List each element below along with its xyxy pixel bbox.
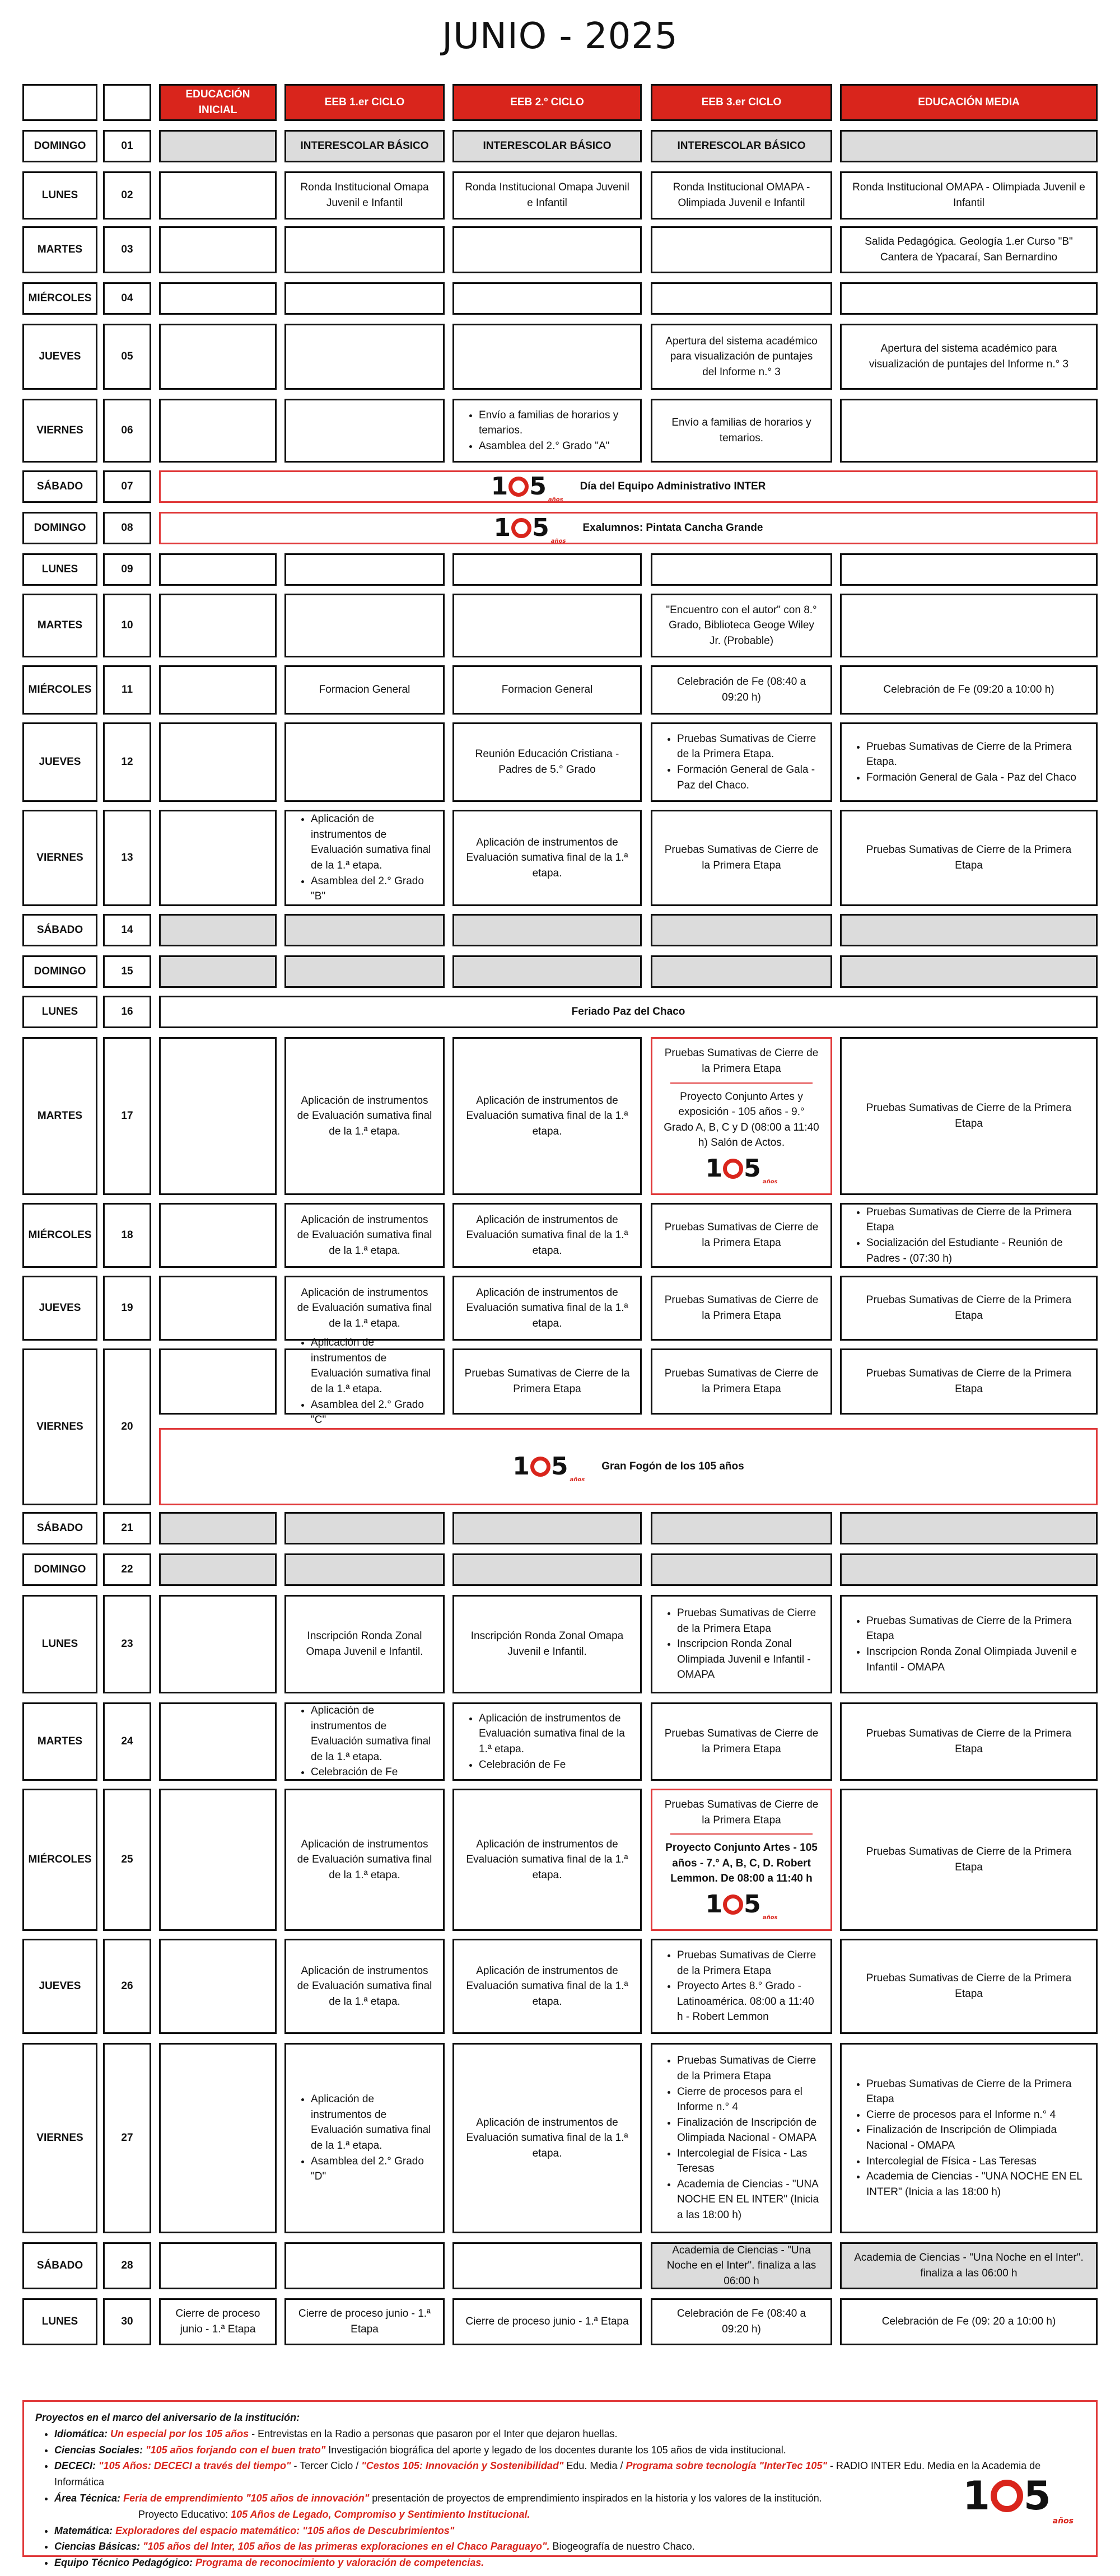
cell-r03-col1	[284, 226, 445, 273]
cell-r10-col4	[840, 594, 1098, 657]
footer-item-idiomatica: • Idiomática: Un especial por los 105 años - Entrevistas en la Radio a personas que pasaron por el Inter que dejaron huellas.	[54, 2426, 1085, 2442]
cell-r19-col0	[159, 1276, 277, 1341]
cell-r03-col0	[159, 226, 277, 273]
footer-item-sociales: • Ciencias Sociales: "105 años forjando con el buen trato" Investigación biográfica del aporte y legado de los docentes durante los 105 años de vida institucional.	[54, 2442, 1085, 2458]
day-number-r10: 10	[103, 594, 151, 657]
cell-r13-col2: Aplicación de instrumentos de Evaluación sumativa final de la 1.ª etapa.	[452, 810, 642, 906]
day-number-r09: 09	[103, 553, 151, 586]
day-name-r16: LUNES	[22, 996, 97, 1028]
day-number-r07: 07	[103, 470, 151, 503]
cell-r04-col4	[840, 282, 1098, 315]
day-number-r26: 26	[103, 1939, 151, 2034]
cell-r26-col1: Aplicación de instrumentos de Evaluación sumativa final de la 1.ª etapa.	[284, 1939, 445, 2034]
cell-r25-col3: Pruebas Sumativas de Cierre de la Primera Etapa Proyecto Conjunto Artes - 105 años - 7.° A, B, C, D. Robert Lemmon. De 08:00 a 11:40 h 1 5 años	[651, 1789, 832, 1931]
day-name-r15: DOMINGO	[22, 955, 97, 988]
cell-r11-col2: Formacion General	[452, 665, 642, 715]
banner-r16: Feriado Paz del Chaco	[159, 996, 1098, 1028]
day-name-r25: MIÉRCOLES	[22, 1789, 97, 1931]
cell-r21-col1	[284, 1512, 445, 1544]
day-name-r02: LUNES	[22, 171, 97, 220]
cell-r05-col1	[284, 324, 445, 390]
day-number-r04: 04	[103, 282, 151, 315]
cell-r13-col3: Pruebas Sumativas de Cierre de la Primera Etapa	[651, 810, 832, 906]
cell-r15-col0	[159, 955, 277, 988]
cell-r11-col3: Celebración de Fe (08:40 a 09:20 h)	[651, 665, 832, 715]
cell-r19-col3: Pruebas Sumativas de Cierre de la Primera Etapa	[651, 1276, 832, 1341]
cell-r12-col2: Reunión Educación Cristiana - Padres de 5.° Grado	[452, 722, 642, 802]
day-number-r30: 30	[103, 2298, 151, 2345]
day-number-r17: 17	[103, 1037, 151, 1195]
cell-r24-col2: • Aplicación de instrumentos de Evaluación sumativa final de la 1.ª etapa. • Celebración de Fe	[452, 1702, 642, 1781]
cell-r22-col2	[452, 1553, 642, 1586]
anniversary-logo: 1 5 años	[705, 1154, 778, 1186]
cell-r24-col3: Pruebas Sumativas de Cierre de la Primera Etapa	[651, 1702, 832, 1781]
header-media: EDUCACIÓN MEDIA	[840, 84, 1098, 121]
day-number-r13: 13	[103, 810, 151, 906]
header-blank-day	[22, 84, 97, 121]
cell-r28-col1	[284, 2242, 445, 2289]
cell-r23-col1: Inscripción Ronda Zonal Omapa Juvenil e Infantil.	[284, 1595, 445, 1693]
cell-r18-col4: • Pruebas Sumativas de Cierre de la Primera Etapa • Socialización del Estudiante - Reunión de Padres - (07:30 h)	[840, 1203, 1098, 1268]
cell-r25-col4: Pruebas Sumativas de Cierre de la Primera Etapa	[840, 1789, 1098, 1931]
day-name-r04: MIÉRCOLES	[22, 282, 97, 315]
day-name-r24: MARTES	[22, 1702, 97, 1781]
anniversary-logo: 1 5 años	[512, 1452, 585, 1483]
cell-r22-col3	[651, 1553, 832, 1586]
cell-r04-col3	[651, 282, 832, 315]
cell-r27-col3: • Pruebas Sumativas de Cierre de la Primera Etapa • Cierre de procesos para el Informe n.° 4 • Finalización de Inscripción de Olimpiada Nacional - OMAPA • Intercolegial de Física - Las Teresas • Academia de Ciencias - "UNA NOCHE EN EL INTER" (Inicia a las 18:00 h)	[651, 2043, 832, 2233]
day-number-r16: 16	[103, 996, 151, 1028]
day-name-r10: MARTES	[22, 594, 97, 657]
cell-r09-col2	[452, 553, 642, 586]
footer-item-etp: • Equipo Técnico Pedagógico: Programa de reconocimiento y valoración de competencias.	[54, 2555, 1085, 2571]
cell-r03-col2	[452, 226, 642, 273]
cell-r27-col0	[159, 2043, 277, 2233]
cell-r19-col2: Aplicación de instrumentos de Evaluación sumativa final de la 1.ª etapa.	[452, 1276, 642, 1341]
banner-r08: 1 5 años Exalumnos: Pintata Cancha Grande	[159, 512, 1098, 544]
anniversary-projects-box	[22, 2400, 1098, 2569]
cell-r18-col1: Aplicación de instrumentos de Evaluación sumativa final de la 1.ª etapa.	[284, 1203, 445, 1268]
cell-r30-col4: Celebración de Fe (09: 20 a 10:00 h)	[840, 2298, 1098, 2345]
cell-r02-col4: Ronda Institucional OMAPA - Olimpiada Juvenil e Infantil	[840, 171, 1098, 220]
cell-r15-col2	[452, 955, 642, 988]
header-inicial: EDUCACIÓN INICIAL	[159, 84, 277, 121]
cell-r09-col0	[159, 553, 277, 586]
cell-r27-col1: • Aplicación de instrumentos de Evaluación sumativa final de la 1.ª etapa. • Asamblea del 2.° Grado "D"	[284, 2043, 445, 2233]
cell-r13-col1: • Aplicación de instrumentos de Evaluación sumativa final de la 1.ª etapa. • Asamblea del 2.° Grado "B"	[284, 810, 445, 906]
cell-r19-col1: Aplicación de instrumentos de Evaluación sumativa final de la 1.ª etapa.	[284, 1276, 445, 1341]
cell-r24-col4: Pruebas Sumativas de Cierre de la Primera Etapa	[840, 1702, 1098, 1781]
day-name-r06: VIERNES	[22, 399, 97, 463]
anniversary-logo: 1 5 años	[705, 1889, 778, 1921]
cell-r15-col1	[284, 955, 445, 988]
cell-r04-col1	[284, 282, 445, 315]
cell-r10-col0	[159, 594, 277, 657]
cell-r22-col4	[840, 1553, 1098, 1586]
cell-r06-col0	[159, 399, 277, 463]
cell-r04-col2	[452, 282, 642, 315]
cell-r28-col0	[159, 2242, 277, 2289]
day-name-r21: SÁBADO	[22, 1512, 97, 1544]
cell-r02-col0	[159, 171, 277, 220]
cell-r14-col3	[651, 914, 832, 946]
cell-r02-col2: Ronda Institucional Omapa Juvenil e Infantil	[452, 171, 642, 220]
day-number-r15: 15	[103, 955, 151, 988]
page-title: JUNIO - 2025	[442, 16, 678, 57]
cell-r20-col4: Pruebas Sumativas de Cierre de la Primera Etapa	[840, 1348, 1098, 1415]
cell-r22-col1	[284, 1553, 445, 1586]
footer-item-matematica: • Matemática: Exploradores del espacio matemático: "105 años de Descubrimientos"	[54, 2523, 1085, 2539]
cell-r05-col2	[452, 324, 642, 390]
cell-r01-col3: INTERESCOLAR BÁSICO	[651, 130, 832, 162]
cell-r05-col4: Apertura del sistema académico para visualización de puntajes del Informe n.° 3	[840, 324, 1098, 390]
cell-r26-col2: Aplicación de instrumentos de Evaluación sumativa final de la 1.ª etapa.	[452, 1939, 642, 2034]
day-name-r27: VIERNES	[22, 2043, 97, 2233]
cell-r18-col3: Pruebas Sumativas de Cierre de la Primera Etapa	[651, 1203, 832, 1268]
cell-r09-col3	[651, 553, 832, 586]
cell-r22-col0	[159, 1553, 277, 1586]
cell-r25-col2: Aplicación de instrumentos de Evaluación sumativa final de la 1.ª etapa.	[452, 1789, 642, 1931]
cell-r13-col0	[159, 810, 277, 906]
day-number-r20: 20	[103, 1348, 151, 1505]
cell-r02-col1: Ronda Institucional Omapa Juvenil e Infantil	[284, 171, 445, 220]
footer-item-dececi: • DECECI: "105 Años: DECECI a través del tiempo" - Tercer Ciclo / "Cestos 105: Innovación y Sostenibilidad" Edu. Media / Programa sobre tecnología "InterTec 105" - RADIO INTER Edu. Media en la Academia de Informática	[54, 2458, 1085, 2490]
cell-r19-col4: Pruebas Sumativas de Cierre de la Primera Etapa	[840, 1276, 1098, 1341]
cell-r01-col0	[159, 130, 277, 162]
day-number-r08: 08	[103, 512, 151, 544]
cell-r09-col1	[284, 553, 445, 586]
day-name-r23: LUNES	[22, 1595, 97, 1693]
day-name-r18: MIÉRCOLES	[22, 1203, 97, 1268]
day-name-r22: DOMINGO	[22, 1553, 97, 1586]
cell-r20-col1: • Aplicación de instrumentos de Evaluación sumativa final de la 1.ª etapa. • Asamblea del 2.° Grado "C"	[284, 1348, 445, 1415]
anniversary-logo: 1 5 años	[493, 514, 566, 545]
day-number-r14: 14	[103, 914, 151, 946]
cell-r11-col1: Formacion General	[284, 665, 445, 715]
cell-r27-col2: Aplicación de instrumentos de Evaluación sumativa final de la 1.ª etapa.	[452, 2043, 642, 2233]
day-number-r11: 11	[103, 665, 151, 715]
cell-r26-col4: Pruebas Sumativas de Cierre de la Primera Etapa	[840, 1939, 1098, 2034]
footer-item-basicas: • Ciencias Básicas: "105 años del Inter, 105 años de las primeras exploraciones en el Chaco Paraguayo". Biogeografía de nuestro Chaco.	[54, 2538, 1085, 2555]
cell-r18-col2: Aplicación de instrumentos de Evaluación sumativa final de la 1.ª etapa.	[452, 1203, 642, 1268]
cell-r01-col2: INTERESCOLAR BÁSICO	[452, 130, 642, 162]
day-number-r23: 23	[103, 1595, 151, 1693]
cell-r25-col1: Aplicación de instrumentos de Evaluación sumativa final de la 1.ª etapa.	[284, 1789, 445, 1931]
cell-r13-col4: Pruebas Sumativas de Cierre de la Primera Etapa	[840, 810, 1098, 906]
cell-r17-col4: Pruebas Sumativas de Cierre de la Primera Etapa	[840, 1037, 1098, 1195]
cell-r12-col4: • Pruebas Sumativas de Cierre de la Primera Etapa. • Formación General de Gala - Paz del Chaco	[840, 722, 1098, 802]
cell-r02-col3: Ronda Institucional OMAPA - Olimpiada Juvenil e Infantil	[651, 171, 832, 220]
day-name-r30: LUNES	[22, 2298, 97, 2345]
cell-r24-col1: • Aplicación de instrumentos de Evaluación sumativa final de la 1.ª etapa. • Celebración de Fe	[284, 1702, 445, 1781]
cell-r12-col3: • Pruebas Sumativas de Cierre de la Primera Etapa. • Formación General de Gala - Paz del Chaco.	[651, 722, 832, 802]
cell-r09-col4	[840, 553, 1098, 586]
cell-r06-col2: • Envío a familias de horarios y temarios. • Asamblea del 2.° Grado "A"	[452, 399, 642, 463]
cell-r05-col3: Apertura del sistema académico para visualización de puntajes del Informe n.° 3	[651, 324, 832, 390]
footer-list	[35, 2426, 1085, 2571]
cell-r23-col4: • Pruebas Sumativas de Cierre de la Primera Etapa • Inscripcion Ronda Zonal Olimpiada Juvenil e Infantil - OMAPA	[840, 1595, 1098, 1693]
cell-r23-col2: Inscripción Ronda Zonal Omapa Juvenil e Infantil.	[452, 1595, 642, 1693]
cell-r17-col0	[159, 1037, 277, 1195]
header-eeb2: EEB 2.º CICLO	[452, 84, 642, 121]
cell-r20-col3: Pruebas Sumativas de Cierre de la Primera Etapa	[651, 1348, 832, 1415]
day-number-r27: 27	[103, 2043, 151, 2233]
cell-r06-col4	[840, 399, 1098, 463]
cell-r28-col3: Academia de Ciencias - "Una Noche en el Inter". finaliza a las 06:00 h	[651, 2242, 832, 2289]
cell-r14-col2	[452, 914, 642, 946]
cell-r20-col2: Pruebas Sumativas de Cierre de la Primera Etapa	[452, 1348, 642, 1415]
cell-r17-col1: Aplicación de instrumentos de Evaluación sumativa final de la 1.ª etapa.	[284, 1037, 445, 1195]
cell-r15-col3	[651, 955, 832, 988]
cell-r25-col0	[159, 1789, 277, 1931]
header-blank-num	[103, 84, 151, 121]
day-name-r05: JUEVES	[22, 324, 97, 390]
cell-r11-col4: Celebración de Fe (09:20 a 10:00 h)	[840, 665, 1098, 715]
cell-r12-col1	[284, 722, 445, 802]
cell-r21-col4	[840, 1512, 1098, 1544]
day-name-r26: JUEVES	[22, 1939, 97, 2034]
cell-r14-col0	[159, 914, 277, 946]
day-name-r19: JUEVES	[22, 1276, 97, 1341]
cell-r30-col3: Celebración de Fe (08:40 a 09:20 h)	[651, 2298, 832, 2345]
day-number-r03: 03	[103, 226, 151, 273]
cell-r23-col0	[159, 1595, 277, 1693]
day-name-r28: SÁBADO	[22, 2242, 97, 2289]
day-name-r11: MIÉRCOLES	[22, 665, 97, 715]
day-number-r06: 06	[103, 399, 151, 463]
cell-r20-col0	[159, 1348, 277, 1415]
day-name-r09: LUNES	[22, 553, 97, 586]
cell-r21-col2	[452, 1512, 642, 1544]
cell-r10-col1	[284, 594, 445, 657]
day-name-r13: VIERNES	[22, 810, 97, 906]
cell-r14-col4	[840, 914, 1098, 946]
day-number-r12: 12	[103, 722, 151, 802]
cell-r15-col4	[840, 955, 1098, 988]
day-number-r02: 02	[103, 171, 151, 220]
day-number-r21: 21	[103, 1512, 151, 1544]
cell-r11-col0	[159, 665, 277, 715]
cell-r30-col0: Cierre de proceso junio - 1.ª Etapa	[159, 2298, 277, 2345]
cell-r30-col1: Cierre de proceso junio - 1.ª Etapa	[284, 2298, 445, 2345]
day-name-r03: MARTES	[22, 226, 97, 273]
day-number-r25: 25	[103, 1789, 151, 1931]
cell-r26-col3: • Pruebas Sumativas de Cierre de la Primera Etapa • Proyecto Artes 8.° Grado - Latinoamérica. 08:00 a 11:40 h - Robert Lemmon	[651, 1939, 832, 2034]
day-number-r05: 05	[103, 324, 151, 390]
cell-r26-col0	[159, 1939, 277, 2034]
cell-r21-col0	[159, 1512, 277, 1544]
day-name-r17: MARTES	[22, 1037, 97, 1195]
cell-r03-col3	[651, 226, 832, 273]
cell-r23-col3: • Pruebas Sumativas de Cierre de la Primera Etapa • Inscripcion Ronda Zonal Olimpiada Juvenil e Infantil - OMAPA	[651, 1595, 832, 1693]
anniversary-logo: 1 5 años	[491, 472, 563, 503]
cell-r17-col2: Aplicación de instrumentos de Evaluación sumativa final de la 1.ª etapa.	[452, 1037, 642, 1195]
day-number-r01: 01	[103, 130, 151, 162]
day-name-r20: VIERNES	[22, 1348, 97, 1505]
cell-r04-col0	[159, 282, 277, 315]
cell-r03-col4: Salida Pedagógica. Geología 1.er Curso "B" Cantera de Ypacaraí, San Bernardino	[840, 226, 1098, 273]
footer-title: Proyectos en el marco del aniversario de la institución:	[35, 2412, 300, 2423]
day-number-r18: 18	[103, 1203, 151, 1268]
anniversary-logo: 1 5 años	[963, 2473, 1074, 2526]
day-name-r01: DOMINGO	[22, 130, 97, 162]
cell-r27-col4: • Pruebas Sumativas de Cierre de la Primera Etapa • Cierre de procesos para el Informe n.° 4 • Finalización de Inscripción de Olimpiada Nacional - OMAPA • Intercolegial de Física - Las Teresas • Academia de Ciencias - "UNA NOCHE EN EL INTER" (Inicia a las 18:00 h)	[840, 2043, 1098, 2233]
day-number-r22: 22	[103, 1553, 151, 1586]
cell-r21-col3	[651, 1512, 832, 1544]
cell-r01-col4	[840, 130, 1098, 162]
banner-r20: 1 5 años Gran Fogón de los 105 años	[159, 1428, 1098, 1505]
footer-item-tecnica: • Área Técnica: Feria de emprendimiento "105 años de innovación" presentación de proyectos de emprendimiento inspirados en la historia y los valores de la institución. Proyecto Educativo: 105 Años de Legado, Compromiso y Sentimiento Institucional.	[54, 2490, 1085, 2523]
day-name-r08: DOMINGO	[22, 512, 97, 544]
cell-r12-col0	[159, 722, 277, 802]
day-name-r07: SÁBADO	[22, 470, 97, 503]
cell-r10-col3: "Encuentro con el autor" con 8.° Grado, Biblioteca Geoge Wiley Jr. (Probable)	[651, 594, 832, 657]
day-number-r28: 28	[103, 2242, 151, 2289]
cell-r10-col2	[452, 594, 642, 657]
day-number-r24: 24	[103, 1702, 151, 1781]
cell-r28-col4: Academia de Ciencias - "Una Noche en el Inter". finaliza a las 06:00 h	[840, 2242, 1098, 2289]
header-eeb1: EEB 1.er CICLO	[284, 84, 445, 121]
cell-r01-col1: INTERESCOLAR BÁSICO	[284, 130, 445, 162]
cell-r24-col0	[159, 1702, 277, 1781]
day-number-r19: 19	[103, 1276, 151, 1341]
cell-r14-col1	[284, 914, 445, 946]
cell-r28-col2	[452, 2242, 642, 2289]
day-name-r14: SÁBADO	[22, 914, 97, 946]
cell-r05-col0	[159, 324, 277, 390]
cell-r06-col3: Envío a familias de horarios y temarios.	[651, 399, 832, 463]
cell-r18-col0	[159, 1203, 277, 1268]
day-name-r12: JUEVES	[22, 722, 97, 802]
header-eeb3: EEB 3.er CICLO	[651, 84, 832, 121]
cell-r30-col2: Cierre de proceso junio - 1.ª Etapa	[452, 2298, 642, 2345]
cell-r17-col3: Pruebas Sumativas de Cierre de la Primera Etapa Proyecto Conjunto Artes y exposición - 105 años - 9.° Grado A, B, C y D (08:00 a 11:40 h) Salón de Actos. 1 5 años	[651, 1037, 832, 1195]
cell-r06-col1	[284, 399, 445, 463]
banner-r07: 1 5 años Día del Equipo Administrativo INTER	[159, 470, 1098, 503]
